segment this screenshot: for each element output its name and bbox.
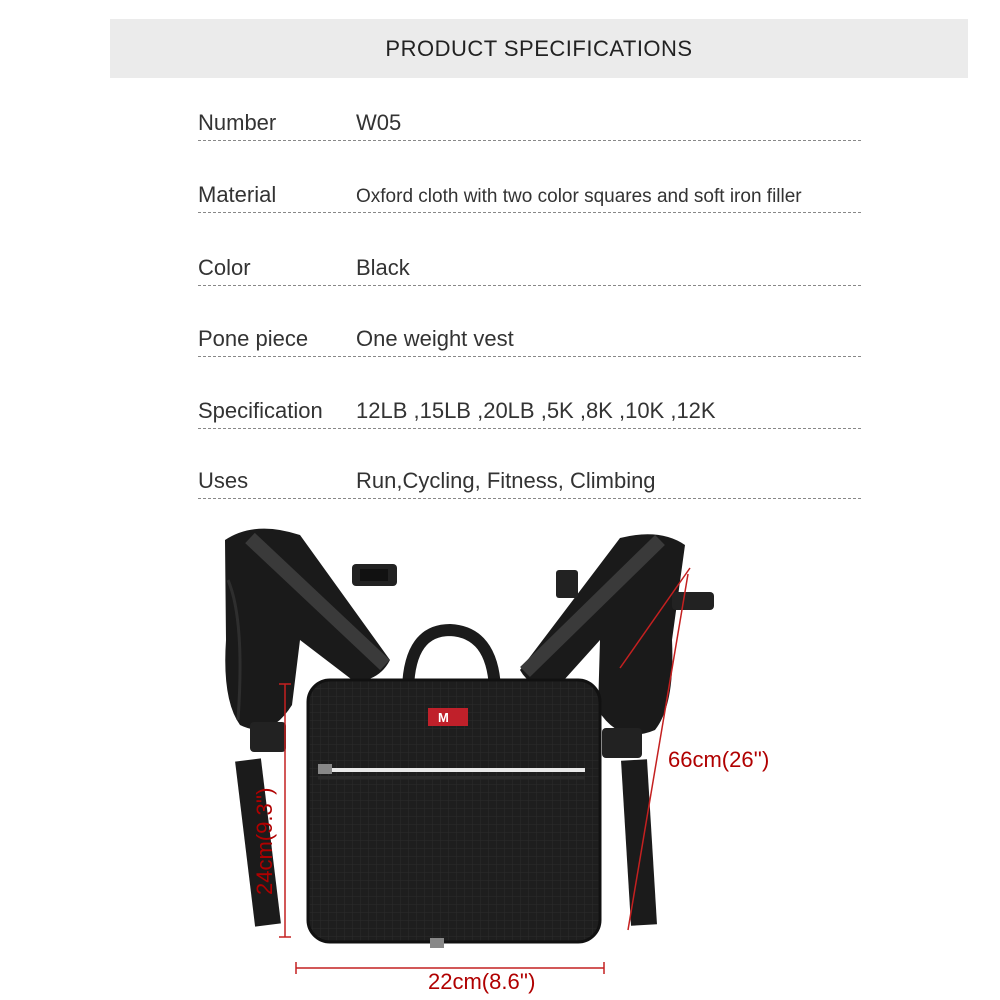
dimension-height-line	[279, 684, 291, 937]
page-title: PRODUCT SPECIFICATIONS	[385, 35, 693, 61]
height-dimension-label: 24cm(9.3'')	[252, 787, 277, 895]
width-dimension-label: 22cm(8.6'')	[428, 969, 536, 994]
spec-label: Uses	[198, 468, 249, 493]
right-side-strap	[602, 728, 644, 925]
spec-label: Pone piece	[198, 326, 309, 351]
spec-row-material	[198, 172, 861, 213]
spec-value: One weight vest	[356, 326, 514, 351]
left-buckle-top	[352, 564, 397, 586]
spec-label: Color	[198, 255, 251, 280]
spec-row-number	[198, 100, 861, 141]
spec-value: Oxford cloth with two color squares and soft iron filler	[356, 186, 802, 207]
spec-label: Number	[198, 110, 277, 135]
brand-logo	[428, 708, 468, 726]
spec-row-color	[198, 245, 861, 286]
svg-text:M: M	[438, 710, 449, 725]
spec-header-banner	[110, 19, 968, 78]
spec-row-specification	[198, 388, 861, 429]
spec-row-pone-piece	[198, 316, 861, 357]
product-image	[0, 510, 1000, 1000]
length-dimension-label: 66cm(26'')	[668, 747, 770, 772]
spec-value: W05	[356, 110, 402, 135]
spec-label: Specification	[198, 398, 323, 423]
spec-value: 12LB ,15LB ,20LB ,5K ,8K ,10K ,12K	[356, 398, 716, 423]
spec-label: Material	[198, 182, 277, 207]
spec-value: Black	[356, 255, 410, 280]
spec-value: Run,Cycling, Fitness, Climbing	[356, 468, 656, 493]
spec-row-uses	[198, 458, 861, 499]
